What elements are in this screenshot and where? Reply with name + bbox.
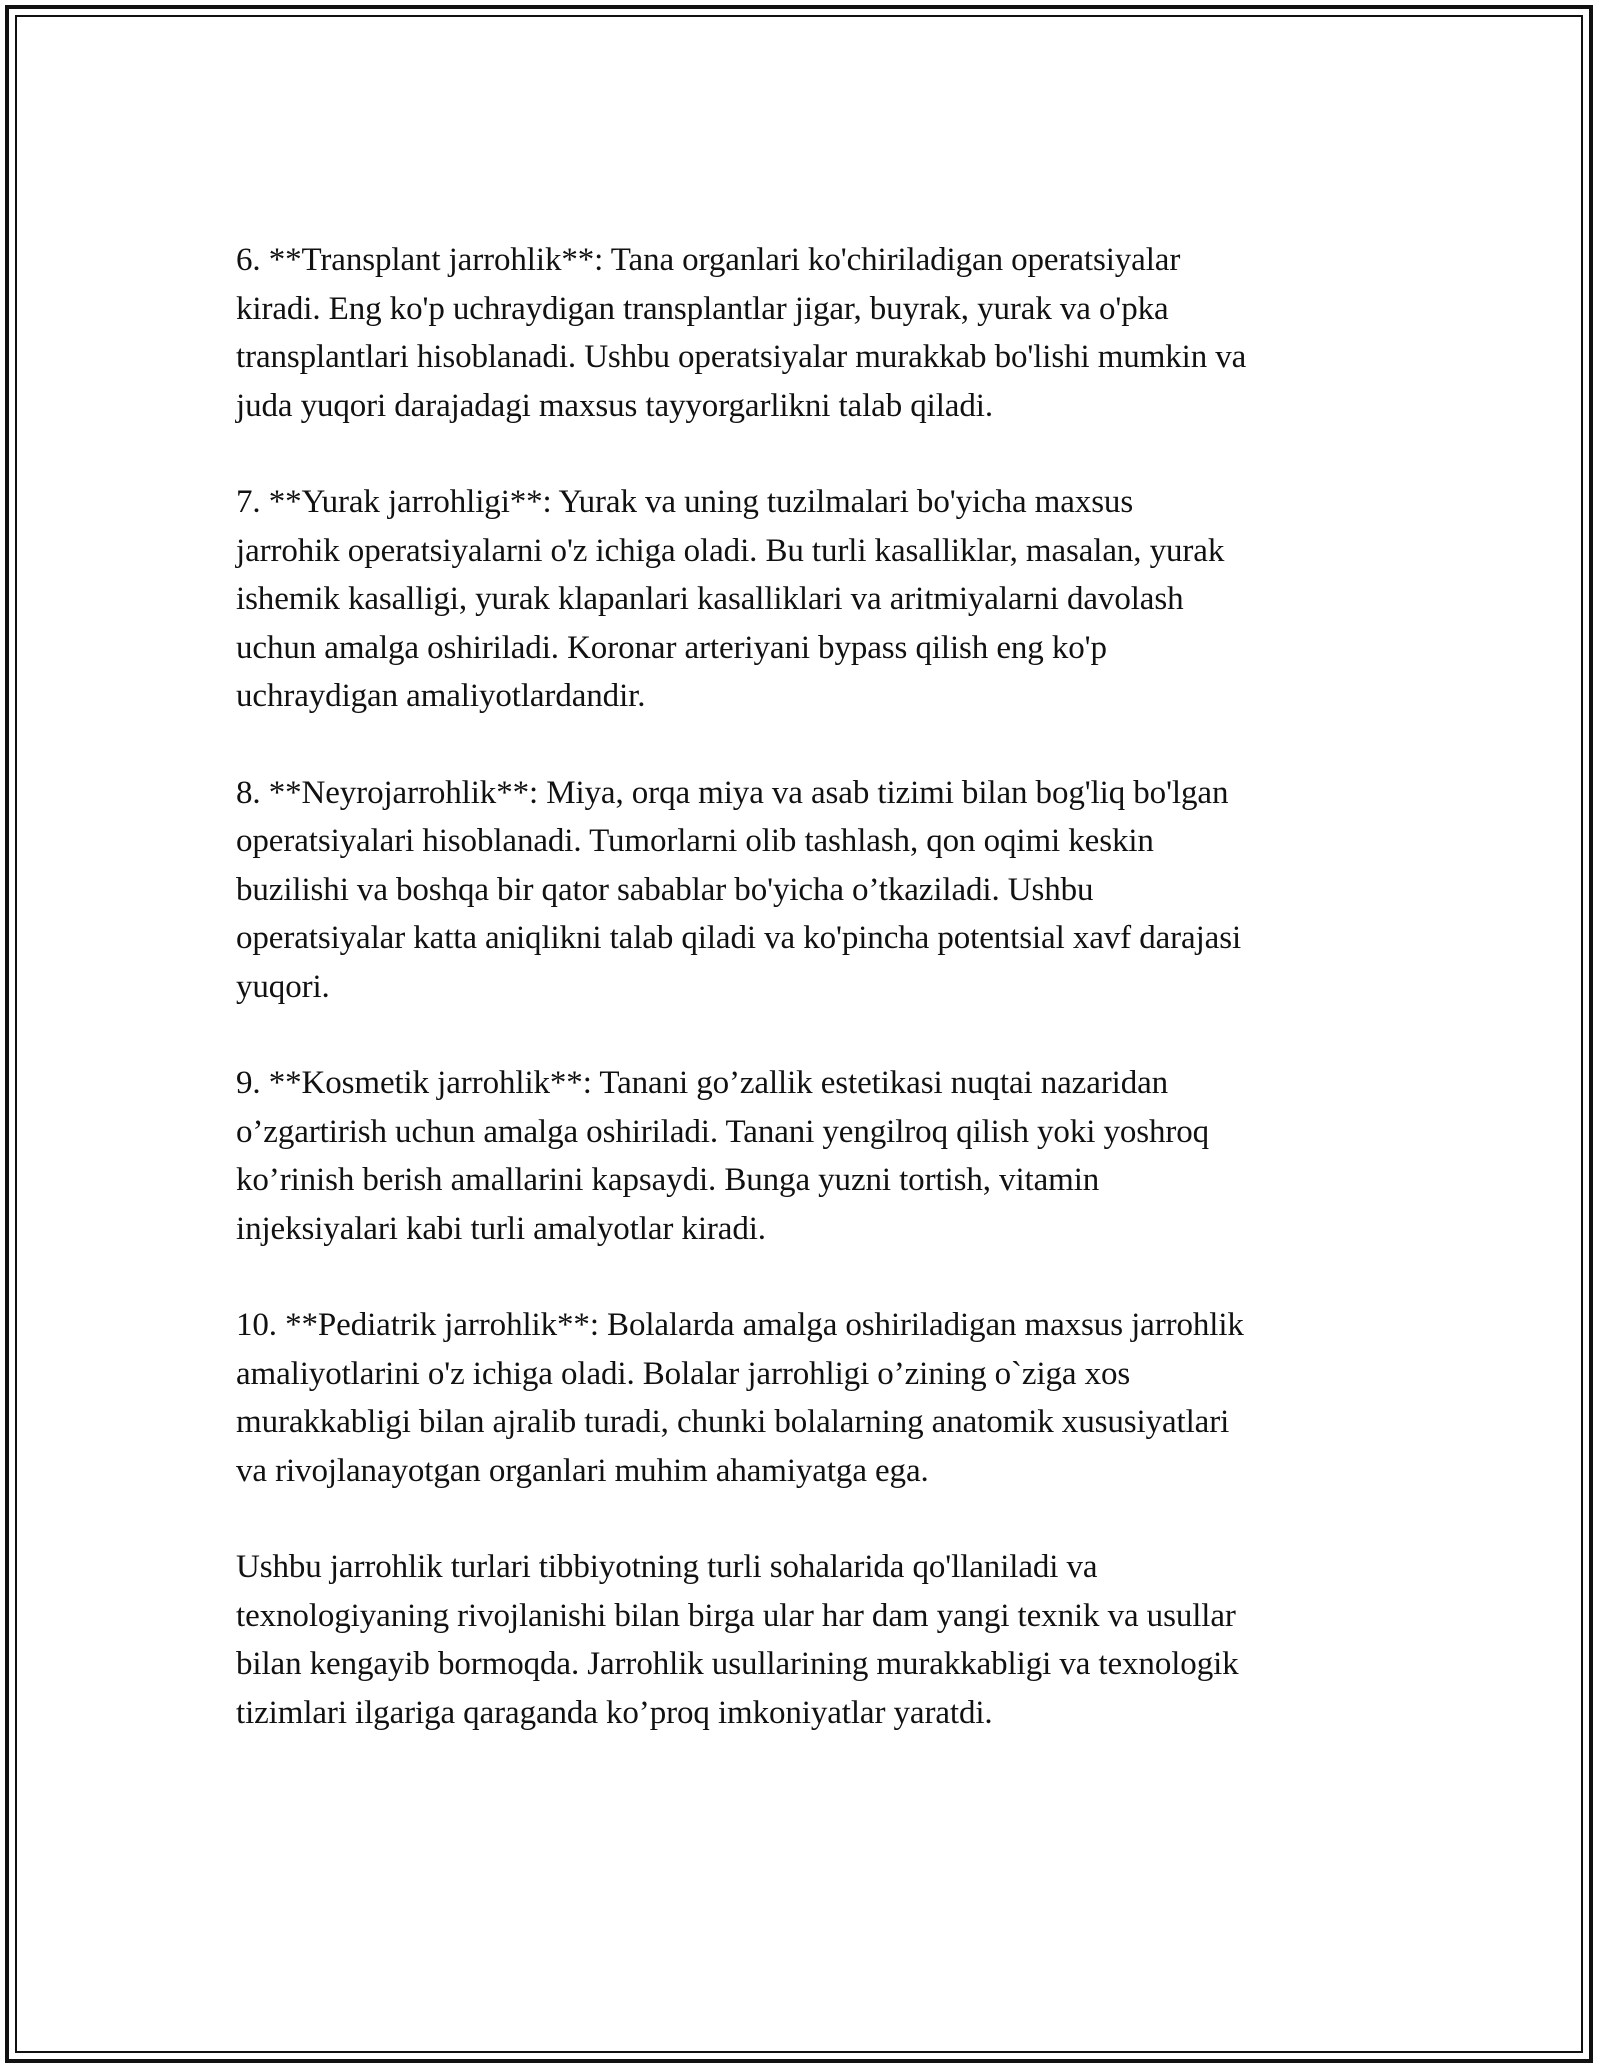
paragraph-neurosurgery [236, 769, 1376, 1012]
text-line: injeksiyalari kabi turli amalyotlar kiradi. [236, 1210, 766, 1247]
paragraph-heart-surgery [236, 478, 1376, 721]
text-line: tizimlari ilgariga qaraganda ko’proq imkoniyatlar yaratdi. [236, 1694, 993, 1731]
text-line: transplantlari hisoblanadi. Ushbu operatsiyalar murakkab bo'lishi mumkin va [236, 339, 1247, 375]
text-line: operatsiyalari hisoblanadi. Tumorlarni olib tashlash, qon oqimi keskin [236, 823, 1154, 859]
text-line: amaliyotlarini o'z ichiga oladi. Bolalar jarrohligi o’zining o`ziga xos [236, 1355, 1131, 1392]
text-line: 7. **Yurak jarrohligi**: Yurak va uning tuzilmalari bo'yicha maxsus [236, 484, 1134, 520]
document-body [236, 236, 1376, 1785]
text-line: Ushbu jarrohlik turlari tibbiyotning turli sohalarida qo'llaniladi va [236, 1549, 1098, 1585]
text-line: ishemik kasalligi, yurak klapanlari kasalliklari va aritmiyalarni davolash [236, 581, 1184, 617]
text-line: bilan kengayib bormoqda. Jarrohlik usullarining murakkabligi va texnologik [236, 1646, 1239, 1682]
text-line: uchraydigan amaliyotlardandir. [236, 678, 646, 714]
paragraph-transplant-surgery [236, 236, 1376, 430]
text-line: yuqori. [236, 968, 330, 1005]
text-line: uchun amalga oshiriladi. Koronar arteriyani bypass qilish eng ko'p [236, 629, 1107, 666]
text-line: murakkabligi bilan ajralib turadi, chunki bolalarning anatomik xususiyatlari [236, 1404, 1230, 1440]
paragraph-cosmetic-surgery [236, 1059, 1376, 1253]
text-line: operatsiyalar katta aniqlikni talab qiladi va ko'pincha potentsial xavf darajasi [236, 920, 1242, 956]
text-line: buzilishi va boshqa bir qator sabablar bo'yicha o’tkaziladi. Ushbu [236, 871, 1094, 908]
text-line: 9. **Kosmetik jarrohlik**: Tanani go’zallik estetikasi nuqtai nazaridan [236, 1065, 1169, 1101]
text-line: texnologiyaning rivojlanishi bilan birga ular har dam yangi texnik va usullar [236, 1597, 1236, 1634]
text-line: 10. **Pediatrik jarrohlik**: Bolalarda amalga oshiriladigan maxsus jarrohlik [236, 1307, 1244, 1343]
text-line: va rivojlanayotgan organlari muhim ahamiyatga ega. [236, 1452, 929, 1489]
text-line: 6. **Transplant jarrohlik**: Tana organlari ko'chiriladigan operatsiyalar [236, 242, 1181, 278]
text-line: jarrohik operatsiyalarni o'z ichiga oladi. Bu turli kasalliklar, masalan, yurak [236, 532, 1225, 569]
paragraph-conclusion [236, 1543, 1376, 1737]
text-line: kiradi. Eng ko'p uchraydigan transplantlar jigar, buyrak, yurak va o'pka [236, 290, 1169, 327]
text-line: 8. **Neyrojarrohlik**: Miya, orqa miya va asab tizimi bilan bog'liq bo'lgan [236, 774, 1229, 811]
text-line: juda yuqori darajadagi maxsus tayyorgarlikni talab qiladi. [236, 387, 993, 424]
paragraph-pediatric-surgery [236, 1301, 1376, 1495]
text-line: ko’rinish berish amallarini kapsaydi. Bunga yuzni tortish, vitamin [236, 1162, 1100, 1198]
text-line: o’zgartirish uchun amalga oshiriladi. Tanani yengilroq qilish yoki yoshroq [236, 1113, 1210, 1150]
